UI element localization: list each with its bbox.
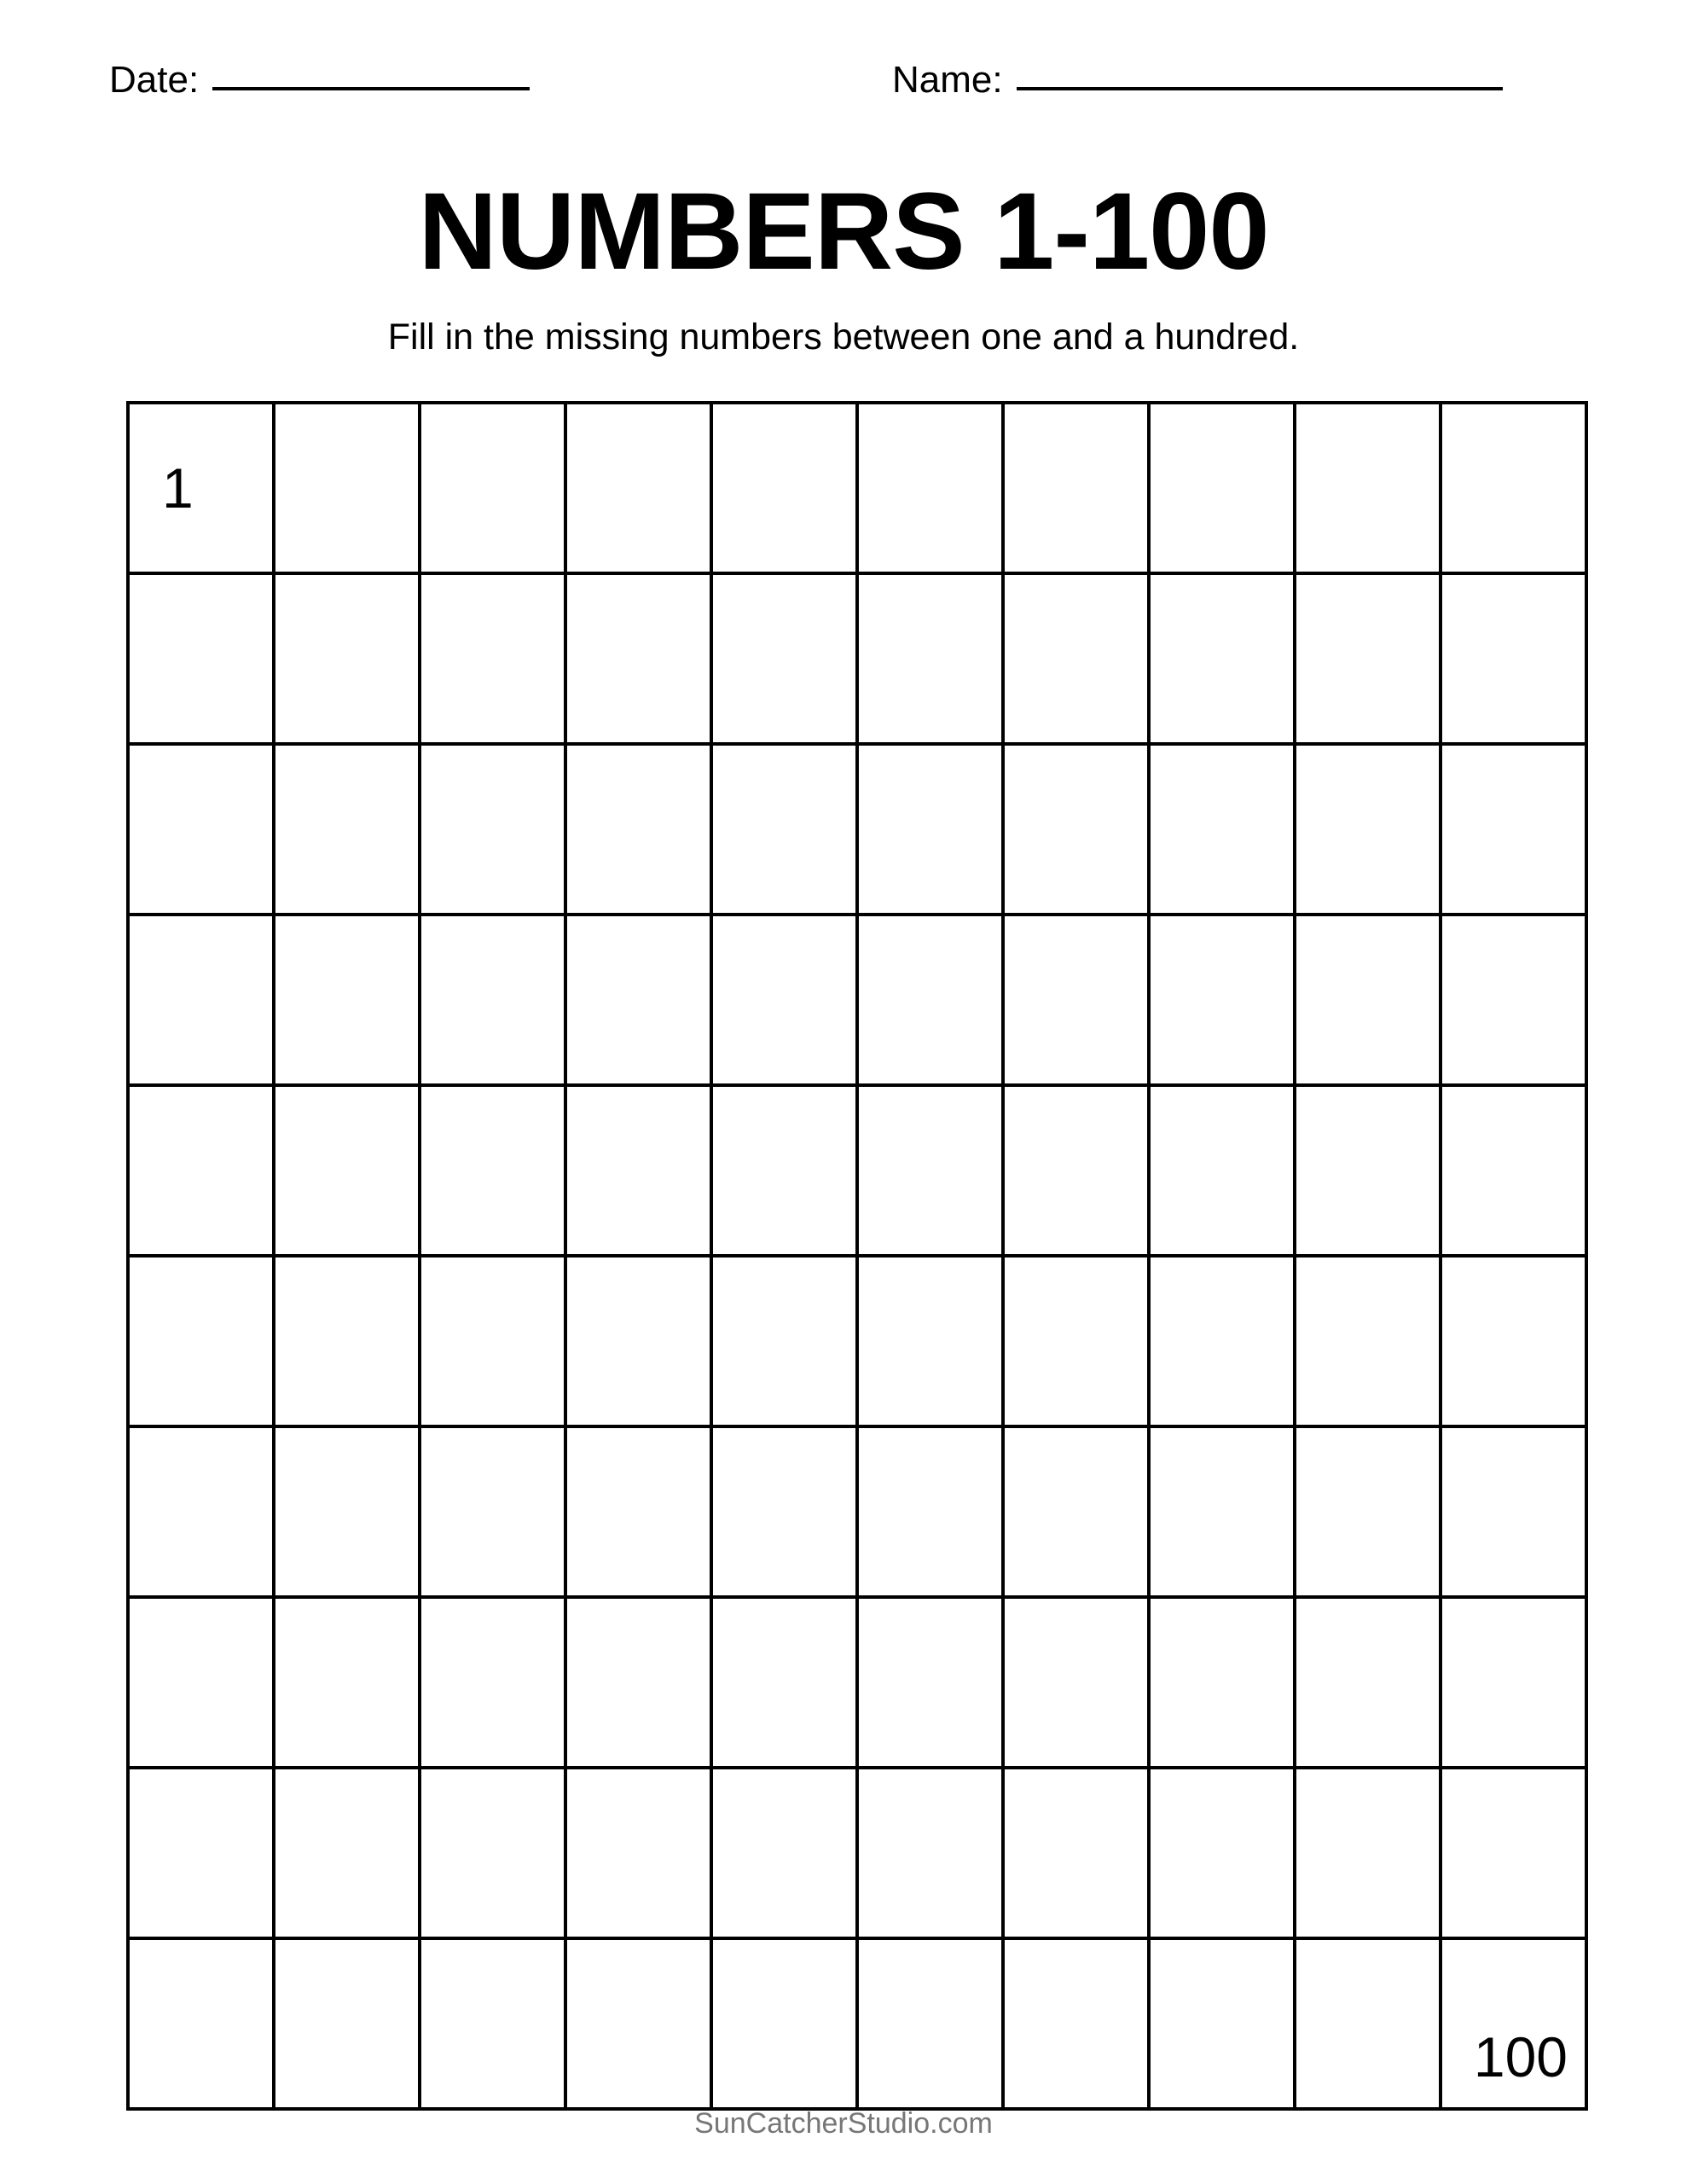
number-grid-cell[interactable] [857, 1768, 1003, 1938]
number-grid-cell[interactable] [1295, 744, 1441, 915]
number-grid-row [128, 1256, 1586, 1426]
number-grid-cell[interactable] [1295, 1085, 1441, 1256]
number-grid-row [128, 1085, 1586, 1256]
number-grid-row [128, 573, 1586, 744]
number-grid-cell[interactable] [1149, 573, 1295, 744]
number-grid-cell[interactable] [1441, 1256, 1586, 1426]
number-grid-cell[interactable] [565, 915, 711, 1085]
date-field[interactable] [109, 61, 530, 99]
number-grid-cell[interactable] [711, 573, 857, 744]
number-grid-cell[interactable] [1295, 403, 1441, 573]
name-write-line[interactable] [1017, 87, 1503, 90]
number-grid-cell[interactable] [274, 573, 420, 744]
number-grid-cell[interactable] [711, 1426, 857, 1597]
number-grid-cell[interactable] [420, 1426, 565, 1597]
number-grid-cell[interactable] [1149, 1256, 1295, 1426]
number-grid-cell[interactable] [1441, 1085, 1586, 1256]
number-grid-cell[interactable] [565, 1768, 711, 1938]
number-grid-cell[interactable] [274, 1597, 420, 1768]
number-grid-cell[interactable] [420, 1256, 565, 1426]
number-grid-cell[interactable] [711, 1597, 857, 1768]
number-grid-row [128, 1597, 1586, 1768]
number-grid-row [128, 744, 1586, 915]
number-grid-cell[interactable] [1295, 1938, 1441, 2109]
number-grid-cell[interactable] [1441, 1597, 1586, 1768]
number-grid-row [128, 1426, 1586, 1597]
number-grid-cell[interactable] [274, 1938, 420, 2109]
number-grid-cell[interactable] [420, 1768, 565, 1938]
number-grid-cell[interactable] [857, 1938, 1003, 2109]
number-grid-cell[interactable] [1149, 1085, 1295, 1256]
number-grid-cell[interactable] [1003, 1085, 1149, 1256]
number-grid-cell[interactable] [1149, 1597, 1295, 1768]
number-grid-cell[interactable] [857, 1256, 1003, 1426]
number-grid-cell[interactable] [420, 1597, 565, 1768]
number-grid-cell[interactable] [1149, 1938, 1295, 2109]
number-grid-cell[interactable] [711, 915, 857, 1085]
number-grid-cell[interactable] [1149, 403, 1295, 573]
number-grid-cell[interactable] [857, 915, 1003, 1085]
number-grid-cell[interactable] [1295, 573, 1441, 744]
number-grid-cell[interactable] [857, 744, 1003, 915]
number-grid-cell[interactable] [1003, 403, 1149, 573]
number-grid-cell[interactable] [128, 1768, 274, 1938]
number-grid-cell[interactable] [711, 1938, 857, 2109]
number-grid-cell[interactable] [565, 573, 711, 744]
number-grid-cell[interactable] [274, 1426, 420, 1597]
number-grid-cell[interactable] [1295, 1426, 1441, 1597]
number-grid-cell[interactable] [565, 1938, 711, 2109]
number-grid-cell[interactable] [1003, 1768, 1149, 1938]
number-grid-cell[interactable] [565, 744, 711, 915]
number-grid-cell[interactable] [128, 915, 274, 1085]
number-grid-cell[interactable] [1149, 915, 1295, 1085]
number-grid-cell[interactable] [420, 1938, 565, 2109]
number-grid-cell[interactable] [128, 1938, 274, 2109]
page-title: NUMBERS 1-100 [418, 171, 1269, 293]
number-grid-cell[interactable] [1441, 744, 1586, 915]
number-grid-cell[interactable] [274, 744, 420, 915]
number-grid-cell[interactable] [1149, 744, 1295, 915]
number-grid-cell[interactable] [128, 1597, 274, 1768]
number-grid-cell[interactable] [420, 573, 565, 744]
number-grid-cell[interactable] [128, 1426, 274, 1597]
number-grid-cell[interactable] [274, 403, 420, 573]
header-fields [0, 61, 1687, 121]
number-grid-row [128, 915, 1586, 1085]
number-grid-cell[interactable] [711, 1256, 857, 1426]
number-grid-cell[interactable] [1003, 1256, 1149, 1426]
number-grid-cell[interactable] [711, 1768, 857, 1938]
date-label: Date: [109, 59, 200, 101]
number-grid-row [128, 403, 1586, 573]
number-grid-cell[interactable] [711, 744, 857, 915]
number-grid-cell-value: 1 [162, 456, 194, 520]
number-grid-cell[interactable] [274, 915, 420, 1085]
number-grid-cell-value: 100 [1473, 2025, 1568, 2088]
number-grid-cell[interactable] [274, 1085, 420, 1256]
number-grid-cell[interactable] [1441, 1938, 1586, 2109]
number-grid-cell[interactable] [565, 1256, 711, 1426]
number-grid-cell[interactable] [857, 573, 1003, 744]
number-grid-cell[interactable] [1149, 1768, 1295, 1938]
number-grid-cell[interactable] [711, 1085, 857, 1256]
number-grid-cell[interactable] [1441, 1768, 1586, 1938]
number-grid-cell[interactable] [565, 1597, 711, 1768]
number-grid-cell[interactable] [128, 573, 274, 744]
number-grid-cell[interactable] [420, 744, 565, 915]
number-grid [126, 401, 1588, 2111]
date-write-line[interactable] [212, 87, 530, 90]
number-grid-cell[interactable] [1441, 403, 1586, 573]
number-grid-cell[interactable] [1003, 915, 1149, 1085]
number-grid-cell[interactable] [1003, 573, 1149, 744]
number-grid-row [128, 1938, 1586, 2109]
number-grid-cell[interactable] [1441, 573, 1586, 744]
number-grid-cell[interactable] [128, 1085, 274, 1256]
number-grid-cell[interactable] [565, 403, 711, 573]
page-subtitle: Fill in the missing numbers between one and a hundred. [387, 317, 1300, 357]
number-grid-cell[interactable] [274, 1256, 420, 1426]
number-grid-cell[interactable] [1003, 1597, 1149, 1768]
number-grid-row [128, 1768, 1586, 1938]
number-grid-cell[interactable] [565, 1085, 711, 1256]
number-grid-cell[interactable] [1295, 1597, 1441, 1768]
number-grid-cell[interactable] [274, 1768, 420, 1938]
name-label: Name: [892, 59, 1003, 101]
number-grid-cell[interactable] [1295, 1768, 1441, 1938]
hundreds-chart [126, 401, 1568, 2088]
name-field[interactable] [892, 61, 1503, 99]
number-grid-cell[interactable] [1441, 1426, 1586, 1597]
number-grid-cell[interactable] [128, 403, 274, 573]
number-grid-cell[interactable] [1003, 1938, 1149, 2109]
number-grid-cell[interactable] [1295, 1256, 1441, 1426]
number-grid-cell[interactable] [1003, 1426, 1149, 1597]
number-grid-cell[interactable] [420, 1085, 565, 1256]
number-grid-cell[interactable] [128, 744, 274, 915]
number-grid-cell[interactable] [565, 1426, 711, 1597]
number-grid-cell[interactable] [857, 1426, 1003, 1597]
number-grid-cell[interactable] [1149, 1426, 1295, 1597]
number-grid-cell[interactable] [857, 1085, 1003, 1256]
number-grid-cell[interactable] [711, 403, 857, 573]
number-grid-cell[interactable] [420, 915, 565, 1085]
number-grid-cell[interactable] [128, 1256, 274, 1426]
number-grid-cell[interactable] [420, 403, 565, 573]
number-grid-cell[interactable] [857, 1597, 1003, 1768]
number-grid-cell[interactable] [1295, 915, 1441, 1085]
number-grid-cell[interactable] [1441, 915, 1586, 1085]
number-grid-body [128, 403, 1586, 2109]
footer-credit: SunCatcherStudio.com [694, 2107, 993, 2140]
number-grid-cell[interactable] [1003, 744, 1149, 915]
number-grid-cell[interactable] [857, 403, 1003, 573]
